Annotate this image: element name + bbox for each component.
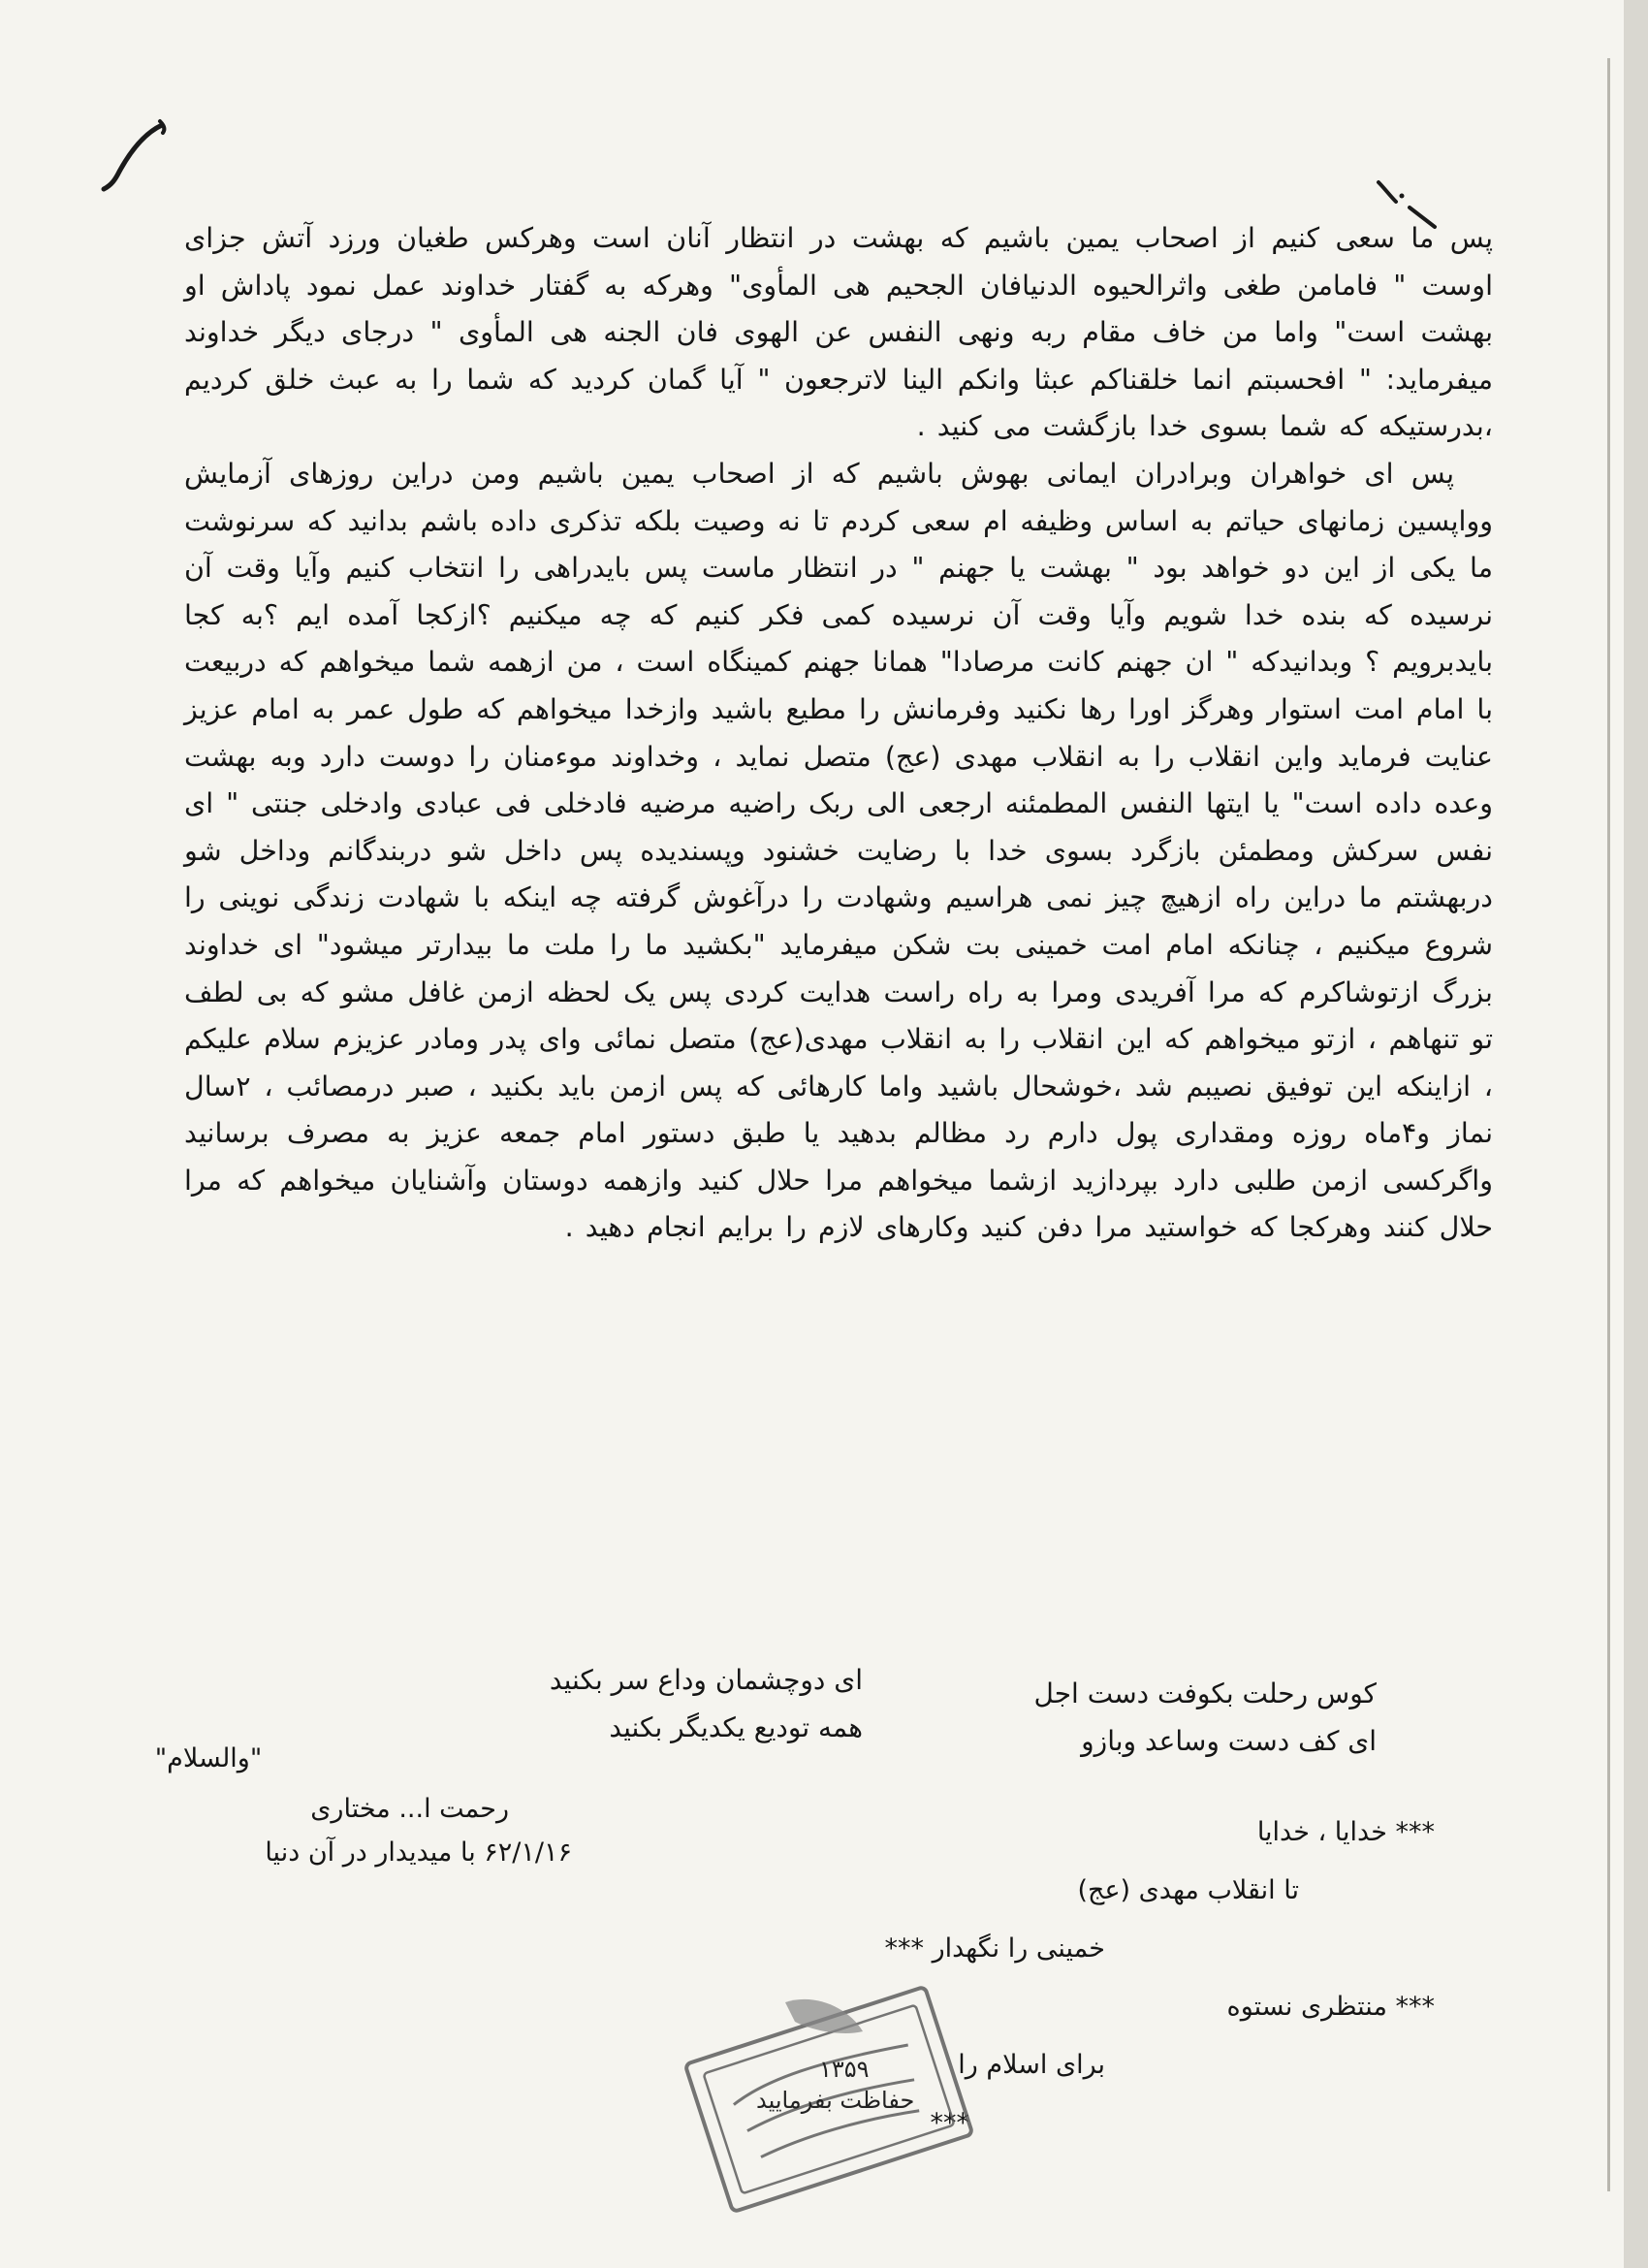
stamp-text: حفاظت بفرمایید [756, 2087, 915, 2114]
page-edge-line [1607, 58, 1610, 2191]
slogan-line: *** منتظری نستوه [1226, 1992, 1435, 2022]
salutation: "والسلام" [154, 1743, 263, 1773]
page-edge-shadow [1624, 0, 1648, 2268]
poem-right-column [872, 1670, 1377, 1765]
poem-hemistich: همه تودیع یکدیگر بکنید [609, 1711, 863, 1743]
slogan-line: *** خدایا ، خدایا [1256, 1817, 1435, 1847]
poem-hemistich: ای کف دست وساعد وبازو [1081, 1725, 1377, 1757]
signer-name: رحمت ا... مختاری [310, 1794, 509, 1824]
slogan-line: برای اسلام را [958, 2050, 1105, 2080]
poem-left-column [456, 1656, 863, 1751]
poem-hemistich: ای دوچشمان وداع سر بکنید [549, 1664, 863, 1696]
slogan-line: تا انقلاب مهدی (عج) [1077, 1875, 1299, 1905]
paragraph-2: پس ای خواهران وبرادران ایمانی بهوش باشیم که از اصحاب یمین باشیم ومن دراین روزهای آزمایش وواپسین زمانهای حیاتم به اساس وظیفه ام سعی کردم تا نه وصیت بلکه تذکری داده باشم بدانید که سرنوشت ما یکی از این دو خواهد بود " بهشت یا جهنم " در انتظار ماست پس بایدراهی را انتخاب کنیم وآیا وقت آن نرسیده که بنده خدا شویم وآیا وقت آن نرسیده کمی فکر کنیم که چه میکنیم ؟ازکجا آمده ایم ؟به کجا بایدبرویم ؟ وبدانیدکه " ان جهنم کانت مرصادا" همانا جهنم کمینگاه است ، من ازهمه شما میخواهم که دربیعت با امام امت استوار وهرگز اورا رها نکنید وفرمانش را مطیع باشید وازخدا میخواهم که طول عمر به امام عزیز عنایت فرماید واین انقلاب را به انقلاب مهدی (عج) متصل نماید ، وخداوند موءمنان را دوست دارد وبه بهشت وعده داده است" یا ایتها النفس المطمئنه ارجعی الی ربک راضیه مرضیه فادخلی فی عبادی وادخلی جنتی " ای نفس سرکش ومطمئن بازگرد بسوی خدا با رضایت خشنود وپسندیده پس داخل شو دربندگانم وداخل شو دربهشتم ما دراین راه ازهیچ چیز نمی هراسیم وشهادت را درآغوش گرفته چه اینکه با شهادت زندگی نوینی را شروع میکنیم ، چنانکه امام امت خمینی بت شکن میفرماید "بکشید ما را ملت ما بیدارتر میشود" ای خداوند بزرگ ازتوشاکرم که مرا آفریدی ومرا به راه راست هدایت کردی پس یک لحظه ازمن غافل مشو که بی لطف تو تنهاهم ، ازتو میخواهم که این انقلاب را به انقلاب مهدی(عج) متصل نمائی وای پدر ومادر عزیزم سلام علیکم ، ازاینکه این توفیق نصیبم شد ،خوشحال باشید واما کارهائی که پس ازمن باید بکنید ، صبر درمصائب ، ۲سال نماز و۴ماه روزه ومقداری پول دارم رد مظالم بدهید یا طبق دستور امام جمعه عزیز به مصرف برسانید واگرکسی ازمن طلبی دارد بپردازید ازشما میخواهم مرا حلال کنید وازهمه دوستان وآشنایان میخواهم که مرا حلال کنند وهرکجا که خواستید مرا دفن کنید وکارهای لازم را برایم انجام دهید . [184, 457, 1494, 1244]
poem-hemistich: کوس رحلت بکوفت دست اجل [1033, 1677, 1377, 1709]
signer-date: ۶۲/۱/۱۶ با میدیدار در آن دنیا [265, 1837, 572, 1868]
pen-mark-icon [92, 112, 179, 199]
stamp-year: ۱۳۵۹ [819, 2056, 870, 2083]
paragraph-1: پس ما سعی کنیم از اصحاب یمین باشیم که بهشت در انتظار آنان است وهرکس طغیان ورزد آتش جزای اوست " فامامن طغی واثرالحیوه الدنیافان الجحیم هی المأوی" وهرکه به گفتار خداوند عمل نمود پاداش او بهشت است" واما من خاف مقام ربه ونهی النفس عن الهوی فان الجنه هی المأوی " درجای دیگر خداوند میفرماید: " افحسبتم انما خلقناکم عبثا وانکم الینا لاترجعون " آیا گمان کردید که شما را به عبث خلق کردیم ،بدرستیکه که شما بسوی خدا بازگشت می کنید . [184, 222, 1493, 443]
slogan-line: *** [930, 2108, 969, 2138]
testament-body [184, 215, 1493, 1252]
slogan-line: خمینی را نگهدار *** [884, 1933, 1105, 1964]
